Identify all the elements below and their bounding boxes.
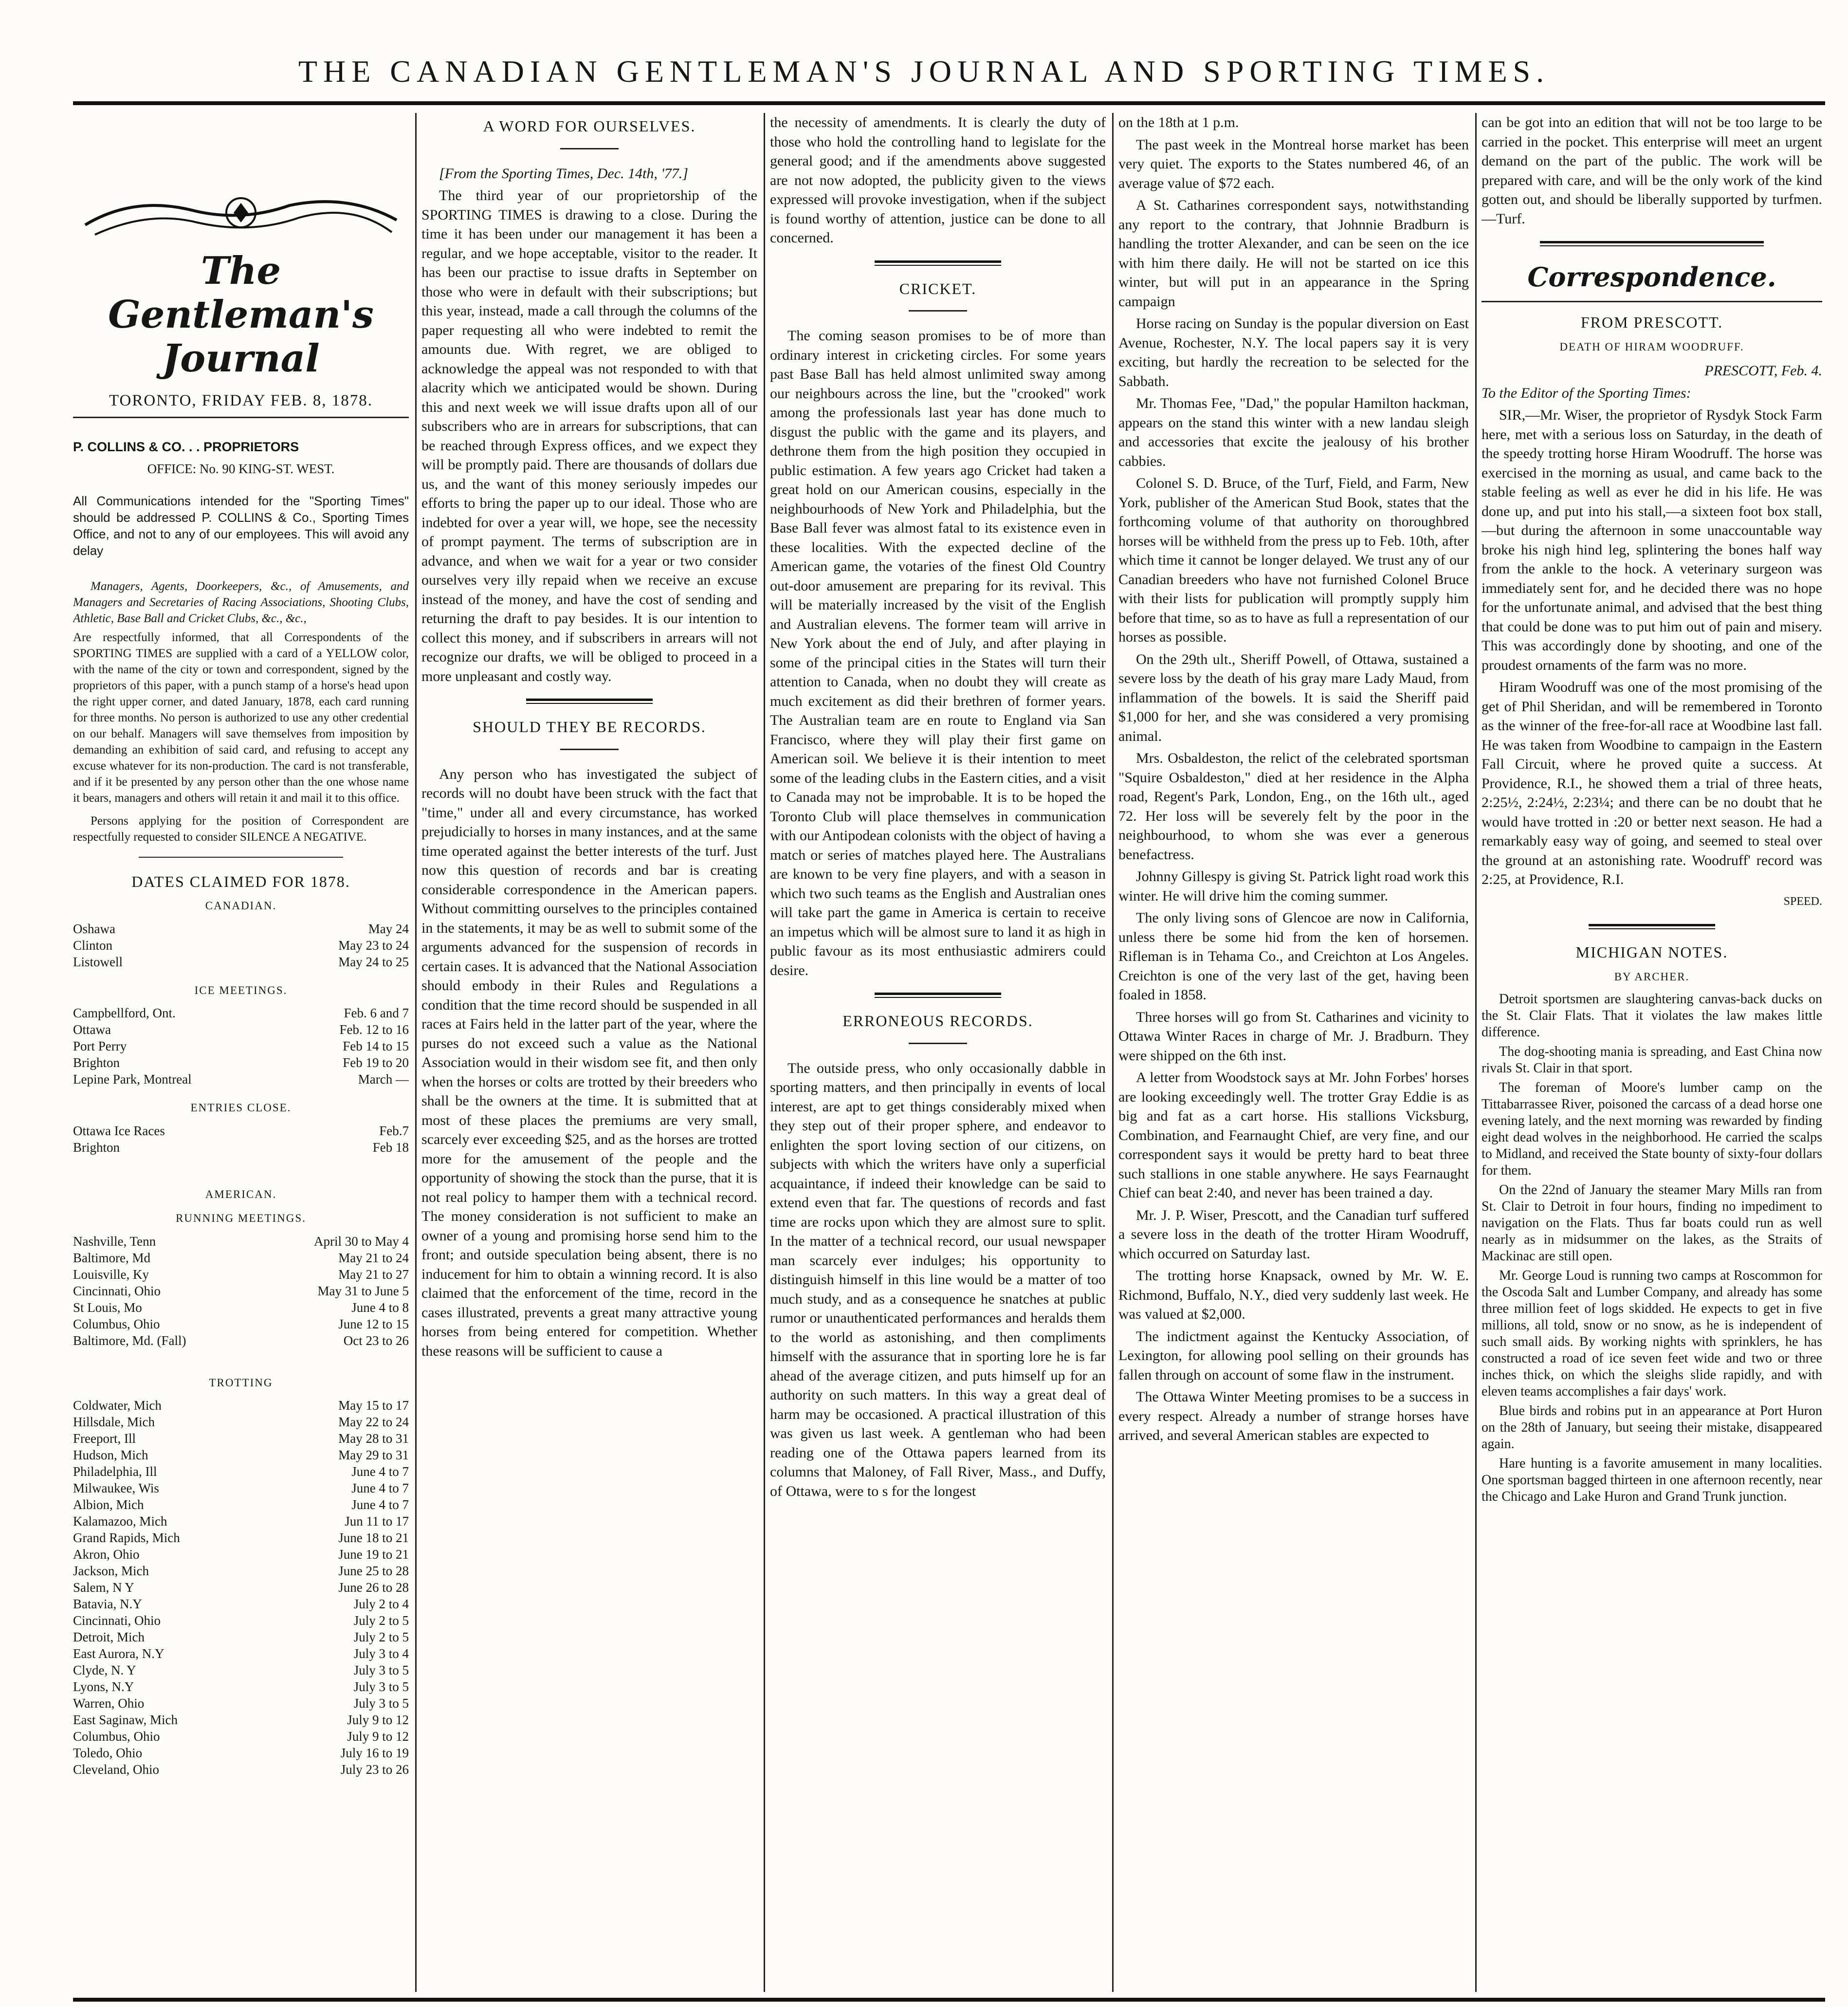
date-place: Baltimore, Md. (Fall) [73, 1333, 186, 1348]
date-place: Grand Rapids, Mich [73, 1530, 180, 1545]
headline-should-they-be-records: SHOULD THEY BE RECORDS. [473, 718, 706, 736]
letter-signature: SPEED. [1783, 895, 1822, 908]
date-place: East Aurora, N.Y [73, 1646, 165, 1661]
news-item: The dog-shooting mania is spreading, and East China now rivals St. Clair in that sport. [1482, 1044, 1822, 1076]
date-place: Coldwater, Mich [73, 1398, 162, 1413]
top-rule [73, 101, 1825, 105]
date-range: Feb.7 [379, 1123, 409, 1138]
date-place: Detroit, Mich [73, 1630, 145, 1644]
communications-notice: All Communications intended for the "Sporting Times" should be addressed P. COLLINS & Co., Sporting Times Office, and not to any of our employees. This will avoid any delay [73, 493, 409, 558]
date-range: June 12 to 15 [338, 1316, 409, 1331]
date-row [73, 1678, 409, 1695]
source-note: [From the Sporting Times, Dec. 14th, '77.] [439, 165, 688, 182]
date-row [73, 954, 409, 970]
column-4 [1118, 113, 1469, 1992]
date-place: Port Perry [73, 1039, 127, 1053]
news-item: Blue birds and robins put in an appearance at Port Huron on the 28th of January, but seeing their mistake, disappeared again. [1482, 1403, 1822, 1452]
subheadline: DEATH OF HIRAM WOODRUFF. [1559, 340, 1744, 353]
date-place: Jackson, Mich [73, 1564, 149, 1578]
headline-cricket: CRICKET. [899, 279, 977, 297]
date-row [73, 1233, 409, 1250]
date-row [73, 1414, 409, 1430]
letter-salutation: To the Editor of the Sporting Times: [1482, 385, 1691, 401]
news-item: Mr. J. P. Wiser, Prescott, and the Canadian turf suffered a severe loss in the death of the trotter Hiram Woodruff, which occurred on Saturday last. [1118, 1207, 1469, 1262]
banner-ornament-icon [75, 191, 406, 249]
news-item: The Ottawa Winter Meeting promises to be a success in every respect. Already a number of strange horses have arrived, and several American stables are expected to [1118, 1389, 1469, 1443]
news-item: The only living sons of Glencoe are now in California, unless there be some hid from the ken of horsemen. Rifleman is in Tehama Co., and Creichton at Los Angeles. Creichton is one of the very last of the get, having been foaled in 1858. [1118, 910, 1469, 1003]
date-row [73, 1563, 409, 1579]
article-paragraph: The outside press, who only occasionally dabble in sporting matters, and then principally in events of local interest, are apt to get things considerably mixed when they step out of their proper sphere, and endeavor to enlighten the sport loving section of our citizens, on subjects with which the writers have only a superficial acquaintance, if indeed their knowledge can be said to extend even that far. The questions of records and fast time are rocks upon which they are almost sure to split. In the matter of a technical record, our usual newspaper man scarcely ever indulges; his opportunity to distinguish himself in this line would be a matter of too much study, and as a consequence he snatches at public rumor or unauthenticated performances and heralds them to the world as astonishing, and then compliments himself with the assurance that in sporting lore he is far ahead of the average citizen, and puts himself up for an authority on such matters. In this way a great deal of harm may be occasioned. A practical illustration of this was given us last week. A gentleman who had been reading one of the Ottawa papers learned from its columns that Maloney, of Fall River, Mass., and Duffy, of Ottawa, were to s for the longest [770, 1060, 1106, 1499]
date-range: July 23 to 26 [340, 1762, 409, 1777]
news-item: on the 18th at 1 p.m. [1118, 114, 1239, 130]
news-item: The foreman of Moore's lumber camp on the Tittabarrassee River, poisoned the carcass of a dead horse one evening lately, and the next morning was rewarded by finding eight dead wolves in the neighborhood. He carried the scalps to Midland, and received the State bounty of sixty-four dollars for them. [1482, 1080, 1822, 1178]
date-range: Oct 23 to 26 [343, 1333, 409, 1348]
news-item: Colonel S. D. Bruce, of the Turf, Field, and Farm, New York, publisher of the American Stud Book, states that the forthcoming volume of that authority on thoroughbred horses will be withheld from the press up to Feb. 10th, after which time it cannot be longer delayed. We trust any of our Canadian breeders who have not furnished Colonel Bruce with their lists for publication will promptly supply him before that time, so as to have as full a representation of our horses as possible. [1118, 475, 1469, 645]
column-rule [415, 113, 417, 1992]
date-row [73, 1695, 409, 1712]
date-range: July 2 to 4 [353, 1597, 409, 1611]
correspondence-heading: Correspondence. [1527, 261, 1776, 293]
date-row [73, 1250, 409, 1266]
date-row [73, 1513, 409, 1529]
date-range: July 16 to 19 [340, 1746, 409, 1760]
date-row [73, 1662, 409, 1678]
date-row [73, 1612, 409, 1629]
date-row [73, 1712, 409, 1728]
date-place: Cincinnati, Ohio [73, 1283, 161, 1298]
date-range: May 21 to 24 [338, 1250, 409, 1265]
column-rule [1475, 113, 1477, 1992]
date-place: Baltimore, Md [73, 1250, 150, 1265]
date-place: Cleveland, Ohio [73, 1762, 159, 1777]
date-row [73, 1332, 409, 1349]
date-place: Brighton [73, 1140, 120, 1155]
masthead: THE CANADIAN GENTLEMAN'S JOURNAL AND SPORTING TIMES. [298, 54, 1550, 89]
column-masthead [73, 113, 409, 1992]
date-range: Feb 19 to 20 [343, 1055, 409, 1070]
date-range: May 23 to 24 [338, 938, 409, 953]
date-place: Philadelphia, Ill [73, 1464, 157, 1479]
card-notice: Are respectfully informed, that all Correspondents of the SPORTING TIMES are supplied with a card of a YELLOW color, with the name of the city or town and correspondent, signed by the proprietors of this paper, with a punch stamp of a horse's head upon the right upper corner, and dated January, 1878, each card running for three months. No person is authorized to use any other credential on our behalf. Managers will save themselves from imposition by demanding an exhibition of said card, and refusing to accept any excuse whatever for its non-production. The card is not transferable, and if it be presented by any person other than the one whose name it bears, managers and others will retain it and mail it to this office. [73, 630, 409, 805]
date-place: Akron, Ohio [73, 1547, 140, 1562]
date-place: Clyde, N. Y [73, 1663, 136, 1677]
bottom-rule [73, 1998, 1825, 2002]
date-row [73, 1316, 409, 1332]
divider [1589, 924, 1715, 929]
date-row [73, 1123, 409, 1139]
divider [73, 417, 409, 418]
divider [875, 993, 1001, 998]
column-5 [1482, 113, 1822, 1992]
date-row [73, 1629, 409, 1645]
date-place: Albion, Mich [73, 1497, 144, 1512]
news-item: Mr. Thomas Fee, "Dad," the popular Hamilton hackman, appears on the stand this winter with a new landau sleigh and accessories that excite the jealousy of his brother cabbies. [1118, 395, 1469, 469]
column-rule [764, 113, 765, 1992]
date-range: Feb 18 [372, 1140, 409, 1155]
date-row [73, 1463, 409, 1480]
date-row [73, 1728, 409, 1745]
persons-notice: Persons applying for the position of Correspondent are respectfully requested to consider SILENCE A NEGATIVE. [73, 814, 409, 844]
headline-from-prescott: FROM PRESCOTT. [1580, 313, 1723, 331]
date-place: Toledo, Ohio [73, 1746, 143, 1760]
letter-paragraph: SIR,—Mr. Wiser, the proprietor of Rysdyk Stock Farm here, met with a serious loss on Saturday, in the death of the speedy trotting horse Hiram Woodruff. The horse was exercised in the morning as usual, and came back to the stable feeling as well as ever he did in his life. He was done up, and put into his stall,—a sixteen foot box stall,—but during the afternoon in some unaccountable way broke his nigh hind leg, splintering the bones half way from the ankle to the hock. A veterinary surgeon was immediately sent for, and he decided there was no hope for the unfortunate animal, and advised that the best thing that could be done was to put him out of pain and misery. This was accordingly done by shooting, and one of the proudest ornaments of the farm was no more. [1482, 407, 1822, 673]
managers-notice: Managers, Agents, Doorkeepers, &c., of Amusements, and Managers and Secretaries of Racing Associations, Shooting Clubs, Athletic, Base Ball and Cricket Clubs, &c., &c., [73, 579, 409, 625]
column-2 [421, 113, 757, 1992]
date-range: June 25 to 28 [338, 1564, 409, 1578]
divider [1482, 301, 1822, 302]
canadian-heading: CANADIAN. [205, 900, 277, 912]
date-row [73, 1546, 409, 1563]
date-place: Batavia, N.Y [73, 1597, 142, 1611]
date-row [73, 1596, 409, 1612]
date-row [73, 1038, 409, 1054]
article-paragraph: The coming season promises to be of more than ordinary interest in cricketing circles. For some years past Base Ball has held almost unlimited sway among our neighbours across the line, but the "crooked" work among the professionals last year has done much to disgust the public with the game and its players, and dethrone them from the high position they occupied in public estimation. A few years ago Cricket had taken a great hold on our American cousins, especially in the neighbourhoods of New York and Philadelphia, but the Base Ball fever was almost fatal to its existence even in these localities. With the expected decline of the American game, the votaries of the finest Old Country out-door amusement are preparing for its revival. This will be materially increased by the visit of the English and Australian elevens. The former team will arrive in New York about the end of July, and after playing in some of the principal cities in the States will turn their attention to Canada, when no doubt they will create as much excitement as did their brethren of former years. The Australian team are en route to England via San Francisco, where they will play their first game on American soil. We believe it is their intention to meet some of the leading clubs in the Eastern cities, and a visit to Canada may not be improbable. It is to be hoped the Toronto Club will place themselves in communication with our Antipodean colonists with the object of having a match or series of matches played here. The Australians are known to be very fine players, and with a season in which two such teams as the English and Australian ones will take part the game in America is certain to receive an impetus which will be almost sure to land it as high in public favour as its most enthusiastic admirers could desire. [770, 328, 1106, 978]
column-rule [1112, 113, 1114, 1992]
date-range: Jun 11 to 17 [345, 1514, 409, 1528]
date-range: March — [358, 1072, 409, 1086]
date-place: Lepine Park, Montreal [73, 1072, 192, 1086]
article-paragraph: the necessity of amendments. It is clearly the duty of those who hold the controlling hand to legislate for the general good; and if the amendments above suggested are not now adopted, the publicity given to the views expressed will provoke investigation, when if the subject is found worthy of attention, justice can be done to all concerned. [770, 114, 1106, 246]
date-range: May 24 to 25 [338, 954, 409, 969]
date-place: Brighton [73, 1055, 120, 1070]
date-row [73, 1005, 409, 1021]
news-item: The past week in the Montreal horse market has been very quiet. The exports to the States numbered 46, of an average value of $72 each. [1118, 136, 1469, 191]
news-item: The indictment against the Kentucky Association, of Lexington, for allowing pool selling on their grounds has fallen through on account of some flaw in the instrument. [1118, 1328, 1469, 1383]
canadian-list [73, 921, 409, 970]
date-place: St Louis, Mo [73, 1300, 142, 1315]
headline-erroneous-records: ERRONEOUS RECORDS. [842, 1012, 1033, 1030]
date-row [73, 1021, 409, 1038]
dateline: TORONTO, FRIDAY FEB. 8, 1878. [109, 392, 373, 409]
date-range: July 3 to 5 [353, 1696, 409, 1711]
date-range: May 28 to 31 [338, 1431, 409, 1446]
date-range: June 19 to 21 [338, 1547, 409, 1562]
news-item: A St. Catharines correspondent says, notwithstanding any report to the contrary, that Johnnie Bradburn is handling the trotter Alexander, and can be seen on the ice with him there daily. He will not be started on ice this winter, but will put in an appearance in the Spring campaign [1118, 197, 1469, 310]
date-place: Oshawa [73, 921, 115, 936]
news-item: Horse racing on Sunday is the popular diversion on East Avenue, Rochester, N.Y. The local papers say it is very exciting, but hardly the recreation to be selected for the Sabbath. [1118, 315, 1469, 389]
date-row [73, 1054, 409, 1071]
news-item: On the 22nd of January the steamer Mary Mills ran from St. Clair to Detroit in four hours, finding no impediment to navigation on the Flats. Thus far boats could run as well nearly as in midsummer on the lakes, as the Straits of Mackinac are still open. [1482, 1182, 1822, 1264]
news-item: The trotting horse Knapsack, owned by Mr. W. E. Richmond, Buffalo, N.Y., died very suddenly last week. He was valued at $2,000. [1118, 1268, 1469, 1322]
date-range: May 22 to 24 [338, 1415, 409, 1429]
date-place: Louisville, Ky [73, 1267, 149, 1282]
date-place: Milwaukee, Wis [73, 1481, 159, 1495]
running-list [73, 1233, 409, 1349]
divider [526, 699, 653, 704]
divider [560, 749, 619, 750]
date-row [73, 1745, 409, 1761]
date-place: Salem, N Y [73, 1580, 134, 1595]
trotting-list [73, 1397, 409, 1778]
date-range: July 2 to 5 [353, 1630, 409, 1644]
entries-list [73, 1123, 409, 1156]
news-item: Three horses will go from St. Catharines and vicinity to Ottawa Winter Races in charge of Mr. J. Bradburn. They were shipped on the 6th inst. [1118, 1009, 1469, 1064]
date-range: June 4 to 7 [351, 1481, 409, 1495]
divider [1540, 241, 1764, 246]
trotting-heading: TROTTING [209, 1376, 273, 1389]
date-row [73, 1496, 409, 1513]
article-paragraph: can be got into an edition that will not be too large to be carried in the pocket. This enterprise will meet an urgent demand on the part of the public. The work will be prepared with care, and will be the only work of the kind gotten out, and should be liberally supported by turfmen.—Turf. [1482, 114, 1822, 227]
date-place: Nashville, Tenn [73, 1234, 156, 1249]
date-place: Ottawa Ice Races [73, 1123, 165, 1138]
news-item: Detroit sportsmen are slaughtering canvas-back ducks on the St. Clair Flats. That it violates the law makes little difference. [1482, 992, 1822, 1040]
date-place: Columbus, Ohio [73, 1729, 160, 1744]
date-range: July 9 to 12 [347, 1729, 409, 1744]
date-place: Clinton [73, 938, 113, 953]
headline-michigan-notes: MICHIGAN NOTES. [1575, 943, 1728, 961]
date-row [73, 1761, 409, 1778]
divider [139, 857, 343, 858]
divider [560, 148, 619, 149]
running-heading: RUNNING MEETINGS. [176, 1212, 306, 1224]
date-place: East Saginaw, Mich [73, 1712, 178, 1727]
date-row [73, 937, 409, 954]
date-range: June 4 to 7 [351, 1497, 409, 1512]
ice-heading: ICE MEETINGS. [194, 984, 288, 996]
date-row [73, 1645, 409, 1662]
date-range: May 24 [368, 921, 409, 936]
date-row [73, 1283, 409, 1299]
date-row [73, 1579, 409, 1596]
date-range: July 3 to 5 [353, 1663, 409, 1677]
ice-list [73, 1005, 409, 1087]
news-item: A letter from Woodstock says at Mr. John Forbes' horses are looking exceedingly well. The trotter Gray Eddie is as big and fat as a cart horse. His stallions Vicksburg, Combination, and Fearnaught Chief, are very fine, and our correspondent says it would be pretty hard to beat three such stallions in one stable anywhere. He says Fearnaught Chief can beat 2:40, and never has been trained a day. [1118, 1069, 1469, 1201]
american-heading: AMERICAN. [205, 1188, 277, 1200]
date-row [73, 921, 409, 937]
date-range: Feb. 12 to 16 [339, 1022, 409, 1037]
date-range: May 31 to June 5 [317, 1283, 409, 1298]
date-range: Feb 14 to 15 [343, 1039, 409, 1053]
article-paragraph: The third year of our proprietorship of the SPORTING TIMES is drawing to a close. During the time it has been under our management it has been a regular, and we hope acceptable, visitor to the reader. It has been our practise to issue drafts in September on those who were in default with their subscriptions; but this year, instead, made a call through the columns of the paper requesting all who were indebted to remit the amounts due. With regret, we are obliged to acknowledge the appeal was not responded to with that alacrity which we anticipated would be shown. During this and next week we will issue drafts upon all of our subscribers who are in arrears for subscriptions, that can be reached through Express offices, and we expect they will be promptly paid. There are thousands of dollars due us, and the want of this money seriously impedes our efforts to bring the paper up to our ideal. Those who are indebted for over a year will, we hope, see the necessity of prompt payment. The terms of subscription are in advance, and when we wait for a year or two consider ourselves very illy repaid when we receive an excuse instead of the money, and have the cost of sending and returning the draft to pay besides. It is our intention to collect this money, and if subscribers in arrears will not recognize our drafts, we will be obliged to proceed in a more unpleasant and costly way. [421, 187, 757, 684]
news-item: Johnny Gillespy is giving St. Patrick light road work this winter. He will drive him the coming summer. [1118, 868, 1469, 904]
date-place: Kalamazoo, Mich [73, 1514, 167, 1528]
date-place: Lyons, N.Y [73, 1679, 134, 1694]
article-paragraph: Any person who has investigated the subject of records will no doubt have been struck with the fact that "time," under all and every circumstance, has worked prejudicially to horses in many instances, and at the same time operated against the better interests of the turf. Just now this question of records and bar is creating considerable correspondence in the American papers. Without committing ourselves to the principles contained in the statements, it may be as well to submit some of the arguments advanced for the suspension of records in certain cases. It is advanced that the National Association should embody in their Rules and Regulations a condition that the time record should be suspended in all races at Fairs held in the latter part of the year, where the purses do not exceed such a value as the National Association would in their wisdom see fit, and then only when the horses or colts are trotted by their breeders who shall be the owners at the time. It is submitted that at most of these places the premiums are very small, scarcely ever exceeding $25, and as the horses are trotted more for the amusement of the people and the opportunity of showing the stock than the purse, that it is not real policy to hamper them with a technical record. The money consideration is not sufficient to make an owner of a young and promising horse send him to the front; and outside speculation being absent, there is no inducement for him to obtain a winning record. It is also claimed that the enforcement of the time, record in the cases illustrated, prevents a great many attractive young horses from being entered for competition. Whether these reasons will be sufficient to cause a [421, 766, 757, 1359]
date-range: June 4 to 8 [351, 1300, 409, 1315]
news-item: On the 29th ult., Sheriff Powell, of Ottawa, sustained a severe loss by the death of his gray mare Lady Maud, from inflammation of the bowels. It is said the Sheriff paid $1,000 for her, and she was considered a very promising animal. [1118, 651, 1469, 744]
date-range: Feb. 6 and 7 [344, 1006, 409, 1020]
date-place: Ottawa [73, 1022, 111, 1037]
date-place: Hillsdale, Mich [73, 1415, 155, 1429]
date-row [73, 1529, 409, 1546]
divider [909, 310, 967, 312]
proprietors: P. COLLINS & CO. . . PROPRIETORS [73, 439, 299, 454]
date-range: June 18 to 21 [338, 1530, 409, 1545]
date-place: Cincinnati, Ohio [73, 1613, 161, 1628]
date-range: April 30 to May 4 [314, 1234, 409, 1249]
date-row [73, 1397, 409, 1414]
byline: BY ARCHER. [1614, 970, 1690, 983]
date-range: May 29 to 31 [338, 1448, 409, 1462]
journal-logo [73, 191, 409, 249]
date-row [73, 1480, 409, 1496]
column-3 [770, 113, 1106, 1992]
date-place: Freeport, Ill [73, 1431, 136, 1446]
letter-paragraph: Hiram Woodruff was one of the most promising of the get of Phil Sheridan, and will be remembered in Toronto as the winner of the free-for-all race at Woodbine last fall. He was taken from Woodbine to campaign in the Eastern Fall Circuit, where he proved quite a success. At Providence, R.I., he showed them a trial of three heats, 2:25½, 2:24½, 2:23¼; and there can be no doubt that he would have trotted in :20 or better next season. He had a remarkably easy way of going, and seemed to steal over the ground at an astonishing rate. Woodruff' record was 2:25, at Providence, R.I. [1482, 679, 1822, 887]
date-row [73, 1071, 409, 1087]
letter-dateline: PRESCOTT, Feb. 4. [1704, 363, 1822, 379]
date-place: Listowell [73, 954, 123, 969]
date-row [73, 1299, 409, 1316]
date-place: Warren, Ohio [73, 1696, 145, 1711]
date-range: July 9 to 12 [347, 1712, 409, 1727]
journal-title: The Gentleman's Journal [108, 249, 374, 381]
date-place: Hudson, Mich [73, 1448, 148, 1462]
news-item: Mr. George Loud is running two camps at Roscommon for the Oscoda Salt and Lumber Company, and already has some three million feet of logs skidded. He expects to get in five millions, all told, snow or no snow, as he is independent of such small aids. By working nights with sprinklers, he has constructed a road of ice seven feet wide and two or three inches thick, on which the sleighs slide rapidly, and with eleven teams accomplishes a fair days' work. [1482, 1268, 1822, 1399]
office-address: OFFICE: No. 90 KING-ST. WEST. [147, 461, 335, 476]
date-place: Columbus, Ohio [73, 1316, 160, 1331]
divider [875, 260, 1001, 266]
date-row [73, 1266, 409, 1283]
date-row [73, 1430, 409, 1447]
headline-word-for-ourselves: A WORD FOR OURSELVES. [483, 117, 696, 135]
date-range: July 3 to 4 [353, 1646, 409, 1661]
date-place: Campbellford, Ont. [73, 1006, 176, 1020]
date-range: May 21 to 27 [338, 1267, 409, 1282]
entries-heading: ENTRIES CLOSE. [190, 1102, 292, 1114]
date-range: June 26 to 28 [338, 1580, 409, 1595]
dates-heading: DATES CLAIMED FOR 1878. [131, 872, 350, 890]
date-range: July 3 to 5 [353, 1679, 409, 1694]
date-range: May 15 to 17 [338, 1398, 409, 1413]
date-range: July 2 to 5 [353, 1613, 409, 1628]
date-row [73, 1447, 409, 1463]
news-item: Hare hunting is a favorite amusement in many localities. One sportsman bagged thirteen in one afternoon recently, near the Chicago and Lake Huron and Grand Trunk junction. [1482, 1456, 1822, 1504]
date-row [73, 1139, 409, 1156]
date-range: June 4 to 7 [351, 1464, 409, 1479]
news-item: Mrs. Osbaldeston, the relict of the celebrated sportsman "Squire Osbaldeston," died at her residence in the Alpha road, Regent's Park, London, Eng., on the 16th ult., aged 72. Her loss will be severely felt by the poor in the neighbourhood, to whom she was ever a generous benefactress. [1118, 750, 1469, 863]
divider [909, 1043, 967, 1044]
